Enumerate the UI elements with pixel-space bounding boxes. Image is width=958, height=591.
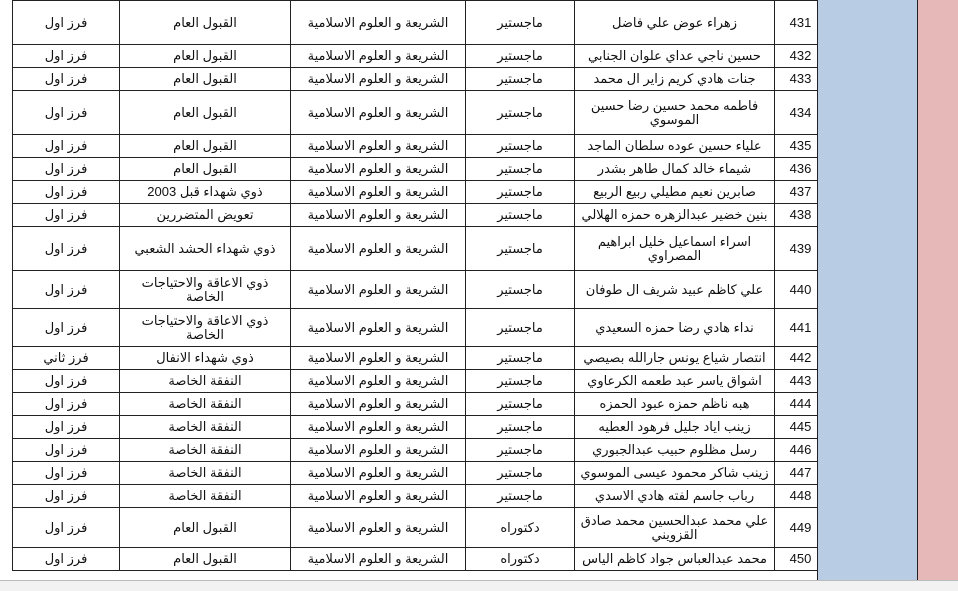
cell-student-name[interactable]: اشواق ياسر عبد طعمه الكرعاوي <box>575 370 775 393</box>
table-row <box>13 548 827 571</box>
table-row <box>13 462 827 485</box>
cell-round[interactable]: فرز اول <box>13 181 120 204</box>
cell-degree[interactable]: دكتوراه <box>466 548 575 571</box>
cell-department[interactable]: الشريعة و العلوم الاسلامية <box>291 1 466 45</box>
cell-department[interactable]: الشريعة و العلوم الاسلامية <box>291 91 466 135</box>
cell-degree[interactable]: ماجستير <box>466 393 575 416</box>
cell-admission-channel[interactable]: القبول العام <box>120 45 291 68</box>
cell-department[interactable]: الشريعة و العلوم الاسلامية <box>291 271 466 309</box>
cell-admission-channel[interactable]: القبول العام <box>120 508 291 548</box>
cell-admission-channel[interactable]: النفقة الخاصة <box>120 416 291 439</box>
table-row <box>13 347 827 370</box>
table-row <box>13 158 827 181</box>
cell-sequence-number[interactable]: 446 <box>775 439 827 462</box>
cell-department[interactable]: الشريعة و العلوم الاسلامية <box>291 181 466 204</box>
cell-round[interactable]: فرز اول <box>13 91 120 135</box>
cell-sequence-number[interactable]: 440 <box>775 271 827 309</box>
cell-sequence-number[interactable]: 439 <box>775 227 827 271</box>
cell-department[interactable]: الشريعة و العلوم الاسلامية <box>291 309 466 347</box>
table-row <box>13 91 827 135</box>
table-row <box>13 370 827 393</box>
cell-degree[interactable]: ماجستير <box>466 45 575 68</box>
cell-degree[interactable]: ماجستير <box>466 158 575 181</box>
cell-degree[interactable]: ماجستير <box>466 439 575 462</box>
cell-round[interactable]: فرز اول <box>13 485 120 508</box>
cell-department[interactable]: الشريعة و العلوم الاسلامية <box>291 548 466 571</box>
cell-student-name[interactable]: رسل مظلوم حبيب عبدالجبوري <box>575 439 775 462</box>
cell-round[interactable]: فرز اول <box>13 393 120 416</box>
table-row <box>13 68 827 91</box>
cell-student-name[interactable]: زهراء عوض علي فاضل <box>575 1 775 45</box>
cell-student-name[interactable]: حسين ناجي عداي علوان الجنابي <box>575 45 775 68</box>
cell-student-name[interactable]: صابرين نعيم مطيلي ربيع الربيع <box>575 181 775 204</box>
table-row <box>13 309 827 347</box>
cell-sequence-number[interactable]: 437 <box>775 181 827 204</box>
cell-round[interactable]: فرز اول <box>13 416 120 439</box>
table-body <box>13 1 827 571</box>
cell-student-name[interactable]: زينب اياد جليل فرهود العطيه <box>575 416 775 439</box>
cell-department[interactable]: الشريعة و العلوم الاسلامية <box>291 347 466 370</box>
cell-degree[interactable]: دكتوراه <box>466 508 575 548</box>
cell-admission-channel[interactable]: القبول العام <box>120 1 291 45</box>
cell-sequence-number[interactable]: 436 <box>775 158 827 181</box>
cell-student-name[interactable]: علي كاظم عبيد شريف ال طوفان <box>575 271 775 309</box>
blue-column-band <box>817 0 918 580</box>
cell-degree[interactable]: ماجستير <box>466 271 575 309</box>
cell-student-name[interactable]: علي محمد عبدالحسين محمد صادق القزويني <box>575 508 775 548</box>
table-row <box>13 1 827 45</box>
table-row <box>13 181 827 204</box>
cell-round[interactable]: فرز اول <box>13 1 120 45</box>
cell-department[interactable]: الشريعة و العلوم الاسلامية <box>291 416 466 439</box>
cell-admission-channel[interactable]: القبول العام <box>120 158 291 181</box>
cell-admission-channel[interactable]: القبول العام <box>120 135 291 158</box>
table-row <box>13 393 827 416</box>
cell-sequence-number[interactable]: 447 <box>775 462 827 485</box>
cell-round[interactable]: فرز اول <box>13 227 120 271</box>
cell-sequence-number[interactable]: 449 <box>775 508 827 548</box>
cell-round[interactable]: فرز اول <box>13 548 120 571</box>
cell-department[interactable]: الشريعة و العلوم الاسلامية <box>291 135 466 158</box>
cell-admission-channel[interactable]: ذوي شهداء الانفال <box>120 347 291 370</box>
cell-degree[interactable]: ماجستير <box>466 485 575 508</box>
cell-degree[interactable]: ماجستير <box>466 462 575 485</box>
cell-degree[interactable]: ماجستير <box>466 1 575 45</box>
cell-sequence-number[interactable]: 431 <box>775 1 827 45</box>
cell-admission-channel[interactable]: ذوي شهداء الحشد الشعبي <box>120 227 291 271</box>
table-row <box>13 227 827 271</box>
cell-round[interactable]: فرز اول <box>13 370 120 393</box>
cell-round[interactable]: فرز اول <box>13 271 120 309</box>
cell-round[interactable]: فرز ثاني <box>13 347 120 370</box>
cell-round[interactable]: فرز اول <box>13 462 120 485</box>
cell-student-name[interactable]: بنين خضير عبدالزهره حمزه الهلالي <box>575 204 775 227</box>
cell-degree[interactable]: ماجستير <box>466 309 575 347</box>
cell-student-name[interactable]: شيماء خالد كمال طاهر بشدر <box>575 158 775 181</box>
cell-department[interactable]: الشريعة و العلوم الاسلامية <box>291 45 466 68</box>
cell-student-name[interactable]: انتصار شياع يونس جارالله بصيصي <box>575 347 775 370</box>
cell-department[interactable]: الشريعة و العلوم الاسلامية <box>291 158 466 181</box>
cell-degree[interactable]: ماجستير <box>466 370 575 393</box>
cell-student-name[interactable]: محمد عبدالعباس جواد كاظم الياس <box>575 548 775 571</box>
cell-sequence-number[interactable]: 435 <box>775 135 827 158</box>
cell-admission-channel[interactable]: ذوي شهداء قبل 2003 <box>120 181 291 204</box>
cell-round[interactable]: فرز اول <box>13 158 120 181</box>
cell-admission-channel[interactable]: النفقة الخاصة <box>120 462 291 485</box>
cell-round[interactable]: فرز اول <box>13 68 120 91</box>
cell-round[interactable]: فرز اول <box>13 309 120 347</box>
cell-round[interactable]: فرز اول <box>13 135 120 158</box>
cell-student-name[interactable]: هبه ناظم حمزه عبود الحمزه <box>575 393 775 416</box>
cell-department[interactable]: الشريعة و العلوم الاسلامية <box>291 508 466 548</box>
cell-degree[interactable]: ماجستير <box>466 181 575 204</box>
cell-sequence-number[interactable]: 441 <box>775 309 827 347</box>
pink-column-band <box>918 0 958 580</box>
cell-sequence-number[interactable]: 443 <box>775 370 827 393</box>
cell-sequence-number[interactable]: 445 <box>775 416 827 439</box>
table-row <box>13 271 827 309</box>
cell-sequence-number[interactable]: 434 <box>775 91 827 135</box>
cell-round[interactable]: فرز اول <box>13 45 120 68</box>
cell-admission-channel[interactable]: القبول العام <box>120 548 291 571</box>
cell-admission-channel[interactable]: القبول العام <box>120 68 291 91</box>
cell-department[interactable]: الشريعة و العلوم الاسلامية <box>291 227 466 271</box>
table-row <box>13 416 827 439</box>
cell-sequence-number[interactable]: 433 <box>775 68 827 91</box>
cell-department[interactable]: الشريعة و العلوم الاسلامية <box>291 462 466 485</box>
cell-admission-channel[interactable]: القبول العام <box>120 91 291 135</box>
cell-admission-channel[interactable]: النفقة الخاصة <box>120 370 291 393</box>
cell-department[interactable]: الشريعة و العلوم الاسلامية <box>291 68 466 91</box>
cell-degree[interactable]: ماجستير <box>466 91 575 135</box>
cell-admission-channel[interactable]: ذوي الاعاقة والاحتياجات الخاصة <box>120 309 291 347</box>
cell-sequence-number[interactable]: 438 <box>775 204 827 227</box>
cell-sequence-number[interactable]: 442 <box>775 347 827 370</box>
cell-admission-channel[interactable]: النفقة الخاصة <box>120 393 291 416</box>
sheet-bottom-strip <box>0 580 958 591</box>
cell-department[interactable]: الشريعة و العلوم الاسلامية <box>291 204 466 227</box>
cell-round[interactable]: فرز اول <box>13 439 120 462</box>
cell-sequence-number[interactable]: 432 <box>775 45 827 68</box>
cell-student-name[interactable]: زينب شاكر محمود عيسى الموسوي <box>575 462 775 485</box>
table-row <box>13 485 827 508</box>
cell-student-name[interactable]: علياء حسين عوده سلطان الماجد <box>575 135 775 158</box>
cell-degree[interactable]: ماجستير <box>466 135 575 158</box>
cell-department[interactable]: الشريعة و العلوم الاسلامية <box>291 393 466 416</box>
cell-degree[interactable]: ماجستير <box>466 68 575 91</box>
cell-department[interactable]: الشريعة و العلوم الاسلامية <box>291 439 466 462</box>
cell-student-name[interactable]: اسراء اسماعيل خليل ابراهيم المصراوي <box>575 227 775 271</box>
cell-degree[interactable]: ماجستير <box>466 347 575 370</box>
admissions-table <box>12 0 827 571</box>
table-row <box>13 204 827 227</box>
cell-sequence-number[interactable]: 448 <box>775 485 827 508</box>
cell-student-name[interactable]: فاطمه محمد حسين رضا حسين الموسوي <box>575 91 775 135</box>
cell-sequence-number[interactable]: 444 <box>775 393 827 416</box>
cell-admission-channel[interactable]: النفقة الخاصة <box>120 485 291 508</box>
table-row <box>13 439 827 462</box>
cell-round[interactable]: فرز اول <box>13 204 120 227</box>
cell-degree[interactable]: ماجستير <box>466 416 575 439</box>
table-row <box>13 45 827 68</box>
cell-department[interactable]: الشريعة و العلوم الاسلامية <box>291 370 466 393</box>
cell-admission-channel[interactable]: ذوي الاعاقة والاحتياجات الخاصة <box>120 271 291 309</box>
cell-student-name[interactable]: نداء هادي رضا حمزه السعيدي <box>575 309 775 347</box>
cell-sequence-number[interactable]: 450 <box>775 548 827 571</box>
cell-round[interactable]: فرز اول <box>13 508 120 548</box>
cell-degree[interactable]: ماجستير <box>466 227 575 271</box>
cell-student-name[interactable]: رباب جاسم لفته هادي الاسدي <box>575 485 775 508</box>
cell-admission-channel[interactable]: تعويض المتضررين <box>120 204 291 227</box>
table-row <box>13 508 827 548</box>
table-row <box>13 135 827 158</box>
cell-degree[interactable]: ماجستير <box>466 204 575 227</box>
cell-department[interactable]: الشريعة و العلوم الاسلامية <box>291 485 466 508</box>
cell-student-name[interactable]: جنات هادي كريم زاير ال محمد <box>575 68 775 91</box>
cell-admission-channel[interactable]: النفقة الخاصة <box>120 439 291 462</box>
